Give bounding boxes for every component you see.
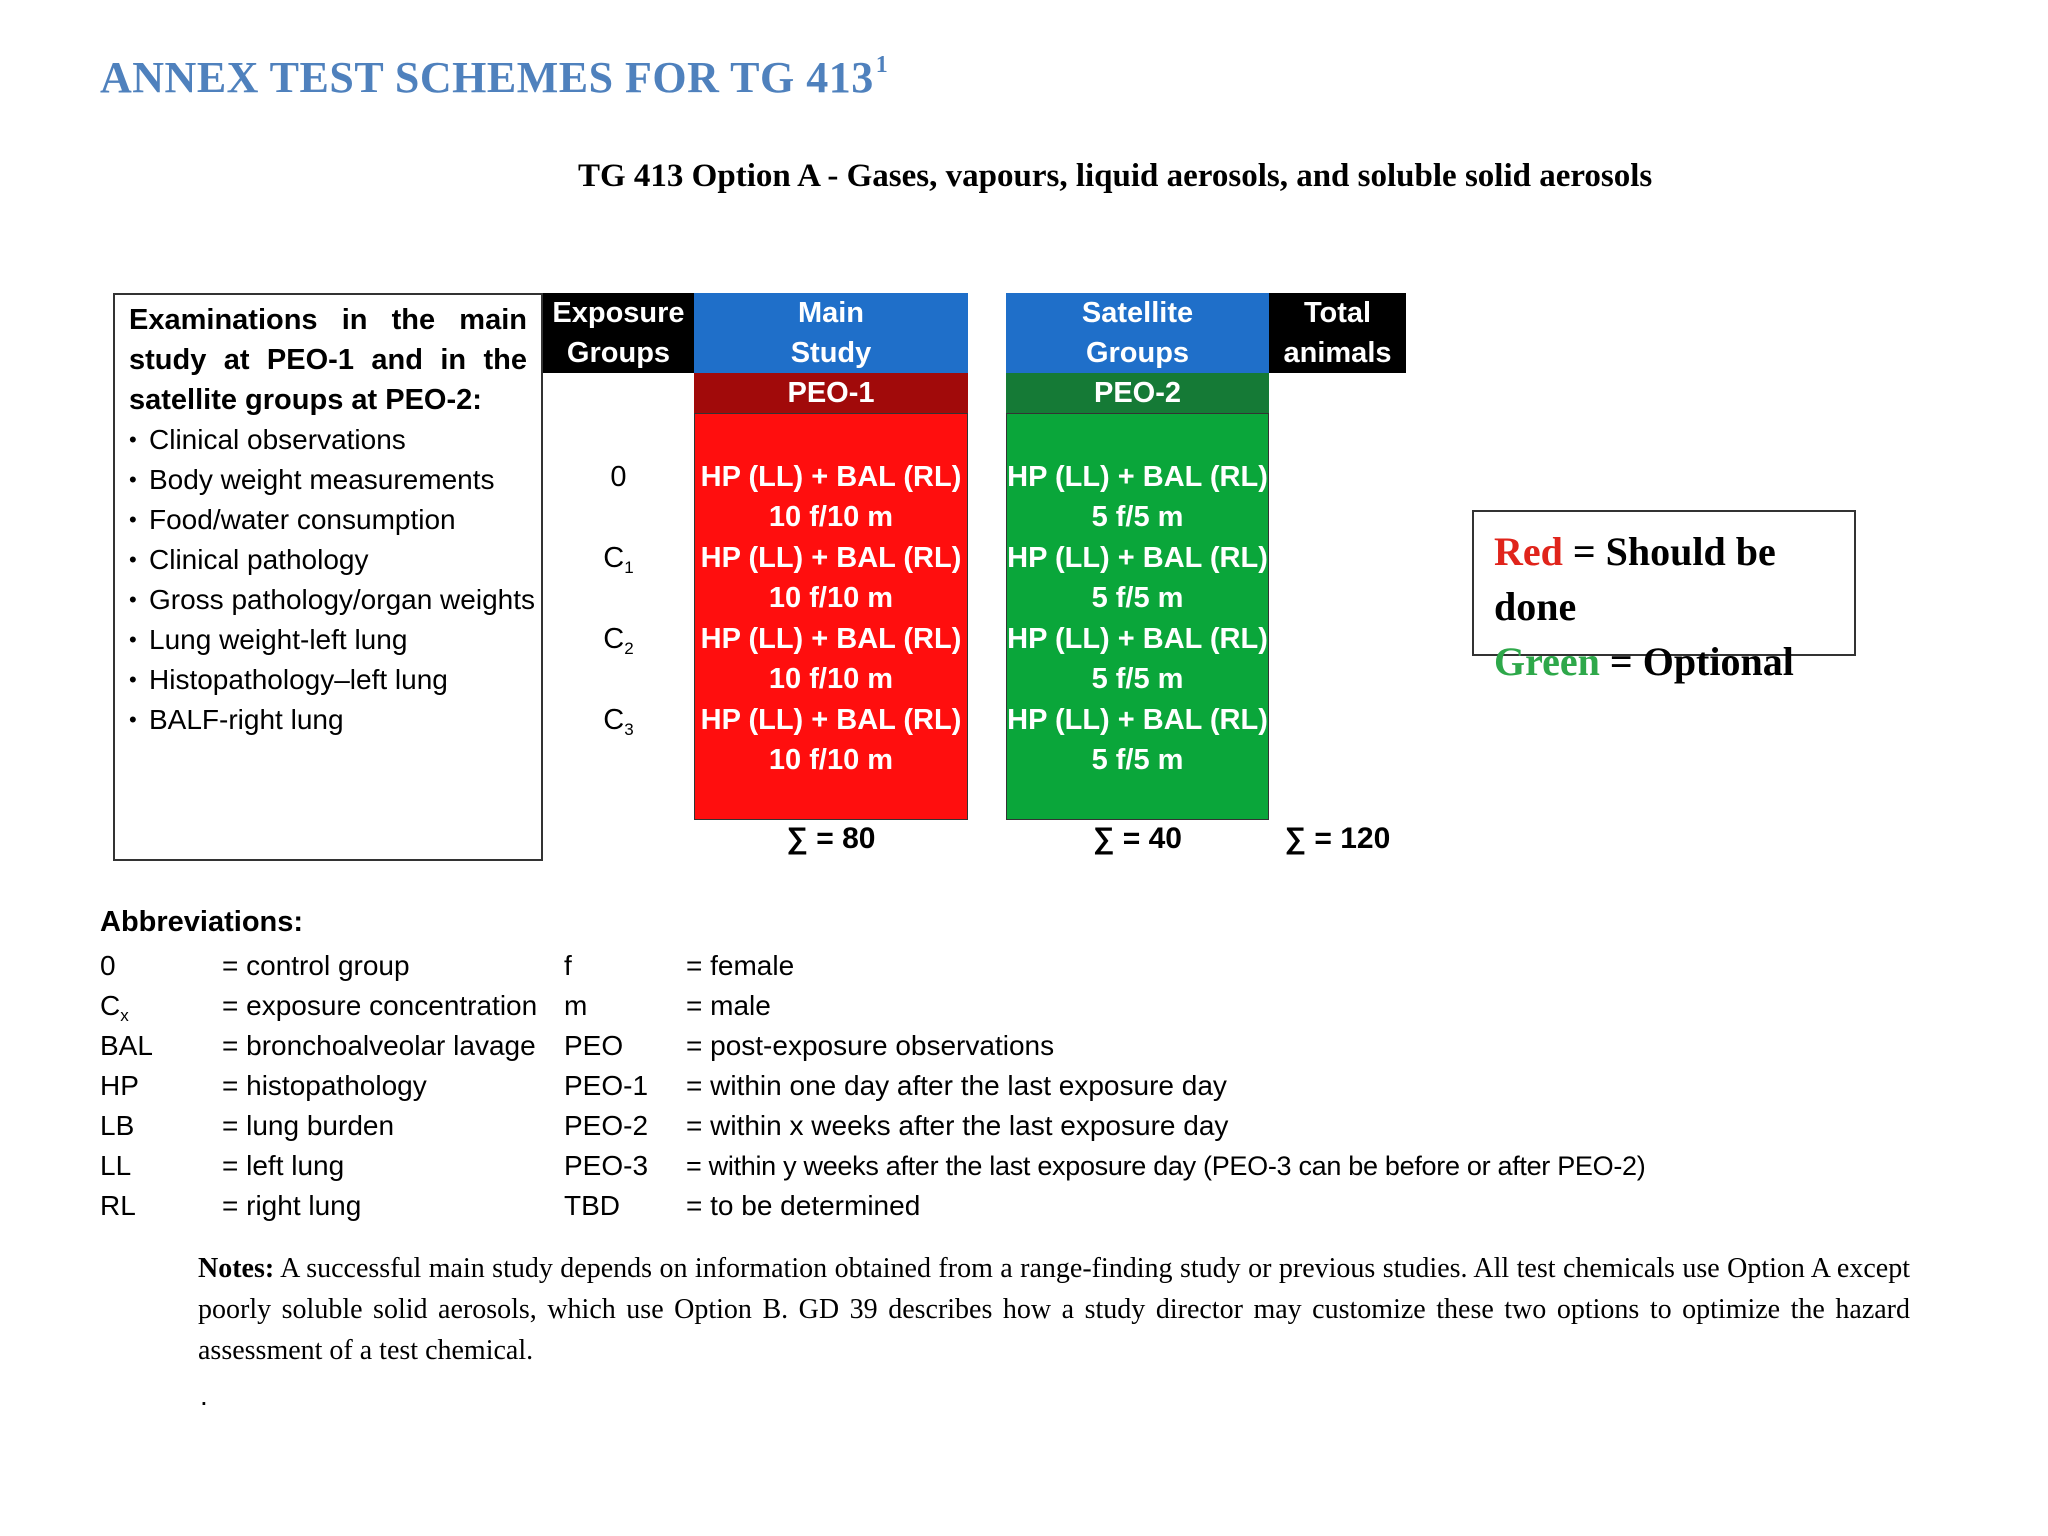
- total-animals-header: [1269, 293, 1406, 373]
- abbr-term: TBD: [564, 1190, 620, 1221]
- examination-item: • Clinical observations: [129, 420, 527, 460]
- header-line: Satellite: [1081, 297, 1194, 329]
- abbr-term: 0: [100, 950, 116, 981]
- cell-procedure: HP (LL) + BAL (RL): [700, 542, 962, 574]
- cell-animals: 10 f/10 m: [768, 582, 894, 614]
- abbr-term: PEO-1: [564, 1070, 649, 1101]
- group-base: C: [603, 704, 625, 736]
- heading-footnote-marker: 1: [875, 52, 889, 78]
- exposure-group-label: [543, 457, 694, 497]
- header-line: Groups: [566, 337, 671, 369]
- header-line: Study: [790, 337, 872, 369]
- heading-text: ANNEX TEST SCHEMES FOR TG 413: [100, 53, 874, 102]
- abbr-def: = within one day after the last exposure day: [686, 1070, 1227, 1101]
- satellite-cell: [1007, 700, 1268, 780]
- abbr-term: PEO-3: [564, 1150, 649, 1181]
- abbr-def: = male: [686, 990, 771, 1021]
- abbr-term: BAL: [100, 1030, 153, 1061]
- group-subscript: 1: [624, 558, 634, 577]
- group-base: 0: [610, 461, 627, 493]
- group-subscript: 3: [624, 720, 634, 739]
- main-study-header: [694, 293, 968, 373]
- group-subscript: 2: [624, 639, 634, 658]
- abbr-def: = control group: [222, 950, 410, 981]
- cell-animals: 5 f/5 m: [1091, 501, 1184, 533]
- main-study-cell: [695, 538, 967, 618]
- abbr-term: m: [564, 990, 588, 1021]
- main-study-cell: [695, 457, 967, 537]
- abbr-def: = histopathology: [222, 1070, 427, 1101]
- header-line: animals: [1283, 337, 1392, 369]
- abbr-term: LB: [100, 1110, 135, 1141]
- abbr-term: f: [564, 950, 572, 981]
- abbr-term: PEO: [564, 1030, 624, 1061]
- exposure-group-label: [543, 619, 694, 669]
- cell-animals: 10 f/10 m: [768, 744, 894, 776]
- abbr-def: = to be determined: [686, 1190, 921, 1221]
- exposure-groups-header: [543, 293, 694, 373]
- abbr-def: = right lung: [222, 1190, 362, 1221]
- abbr-term-base: C: [100, 990, 121, 1021]
- cell-procedure: HP (LL) + BAL (RL): [1007, 542, 1268, 574]
- group-base: C: [603, 623, 625, 655]
- abbr-def: = female: [686, 950, 795, 981]
- legend-green-word: Green: [1494, 639, 1600, 684]
- notes-text: A successful main study depends on information obtained from a range-finding study or previous studies. All test chemicals use Option A except poorly soluble solid aerosols, which use Option B. GD 39 describes how a study director may customize these two options to optimize the hazard assessment of a test chemical.: [198, 1253, 1910, 1366]
- header-line: Exposure: [552, 297, 685, 329]
- page-heading: [100, 52, 888, 103]
- satellite-cell: [1007, 538, 1268, 618]
- examination-item: • Gross pathology/organ weights: [129, 580, 527, 620]
- cell-procedure: HP (LL) + BAL (RL): [1007, 623, 1268, 655]
- abbr-def: = within y weeks after the last exposure day (PEO-3 can be before or after PEO-2): [686, 1151, 1646, 1181]
- abbr-def: = lung burden: [222, 1110, 395, 1141]
- cell-procedure: HP (LL) + BAL (RL): [1007, 461, 1268, 493]
- notes-label: Notes:: [198, 1253, 275, 1284]
- total-sum: ∑ = 120: [1284, 822, 1391, 855]
- legend-red-word: Red: [1494, 529, 1563, 574]
- satellite-cell: [1007, 457, 1268, 537]
- satellite-sum: ∑ = 40: [1093, 822, 1182, 855]
- legend-row-green: [1494, 634, 1854, 689]
- abbr-term: LL: [100, 1150, 132, 1181]
- examinations-list: [129, 420, 535, 740]
- cell-animals: 10 f/10 m: [768, 663, 894, 695]
- abbr-def: = exposure concentration: [222, 990, 538, 1021]
- group-base: C: [603, 542, 625, 574]
- main-study-column: [694, 413, 968, 820]
- main-study-cell: [695, 619, 967, 699]
- exposure-group-label: [543, 538, 694, 588]
- abbr-def: = post-exposure observations: [686, 1030, 1055, 1061]
- cell-procedure: HP (LL) + BAL (RL): [700, 461, 962, 493]
- scheme-title: TG 413 Option A - Gases, vapours, liquid aerosols, and soluble solid aerosols: [578, 158, 1653, 194]
- satellite-cell: [1007, 619, 1268, 699]
- examination-item: • Clinical pathology: [129, 540, 527, 580]
- abbr-term: PEO-2: [564, 1110, 649, 1141]
- cell-animals: 10 f/10 m: [768, 501, 894, 533]
- examinations-box: [113, 293, 543, 861]
- examination-item: • Histopathology–left lung: [129, 660, 527, 700]
- cell-procedure: HP (LL) + BAL (RL): [1007, 704, 1268, 736]
- abbreviations-title: Abbreviations:: [100, 906, 304, 938]
- abbr-def: = left lung: [222, 1150, 345, 1181]
- satellite-groups-header: [1006, 293, 1269, 373]
- cell-procedure: HP (LL) + BAL (RL): [700, 704, 962, 736]
- abbr-term: HP: [100, 1070, 139, 1101]
- cell-animals: 5 f/5 m: [1091, 663, 1184, 695]
- satellite-groups-column: [1006, 413, 1269, 820]
- cell-procedure: HP (LL) + BAL (RL): [700, 623, 962, 655]
- examination-item: • Food/water consumption: [129, 500, 527, 540]
- header-line: Total: [1303, 297, 1372, 329]
- peo1-label: PEO-1: [694, 373, 968, 413]
- examination-item: • Lung weight-left lung: [129, 620, 527, 660]
- header-line: Main: [797, 297, 865, 329]
- color-legend: [1472, 510, 1856, 684]
- notes-paragraph: [198, 1248, 1910, 1371]
- exposure-group-label: [543, 700, 694, 750]
- examinations-intro: Examinations in the main study at PEO-1 and in the satellite groups at PEO-2:: [129, 304, 527, 416]
- header-line: Groups: [1085, 337, 1190, 369]
- legend-red-text: = Should be done: [1494, 529, 1776, 629]
- main-study-cell: [695, 700, 967, 780]
- legend-row-red: [1494, 524, 1854, 634]
- examination-item: • Body weight measurements: [129, 460, 527, 500]
- legend-green-text: = Optional: [1599, 639, 1794, 684]
- peo2-label: PEO-2: [1006, 373, 1269, 413]
- cell-animals: 5 f/5 m: [1091, 582, 1184, 614]
- abbr-term-sub: x: [120, 1006, 129, 1025]
- trailing-dot: .: [200, 1380, 208, 1411]
- cell-animals: 5 f/5 m: [1091, 744, 1184, 776]
- abbr-term: RL: [100, 1190, 136, 1221]
- examination-item: • BALF-right lung: [129, 700, 527, 740]
- main-study-sum: ∑ = 80: [786, 822, 876, 855]
- abbr-def: = within x weeks after the last exposure day: [686, 1110, 1229, 1141]
- abbr-def: = bronchoalveolar lavage: [222, 1030, 536, 1061]
